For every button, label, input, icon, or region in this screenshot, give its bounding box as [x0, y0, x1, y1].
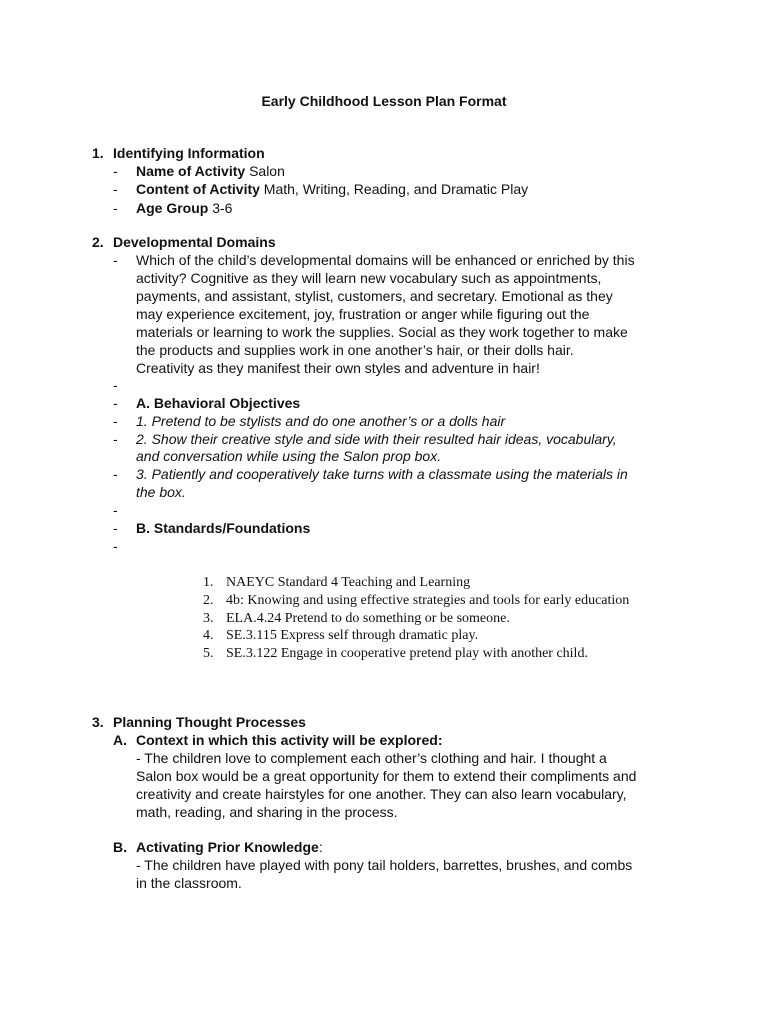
- context-line: - The children love to complement each other’s clothing and hair. I thought a: [136, 750, 607, 766]
- behavioral-objectives-heading: A. Behavioral Objectives: [136, 395, 301, 411]
- section-3-heading: Planning Thought Processes: [113, 714, 306, 730]
- bullet-dash: -: [113, 520, 118, 536]
- subsection-a-label: A.: [113, 732, 127, 748]
- field-value: Salon: [245, 163, 285, 179]
- standards-heading: B. Standards/Foundations: [136, 520, 311, 536]
- objective-item-continued: the box.: [136, 484, 186, 500]
- bullet-dash: -: [113, 466, 118, 482]
- objective-item: 1. Pretend to be stylists and do one another’s or a dolls hair: [136, 413, 506, 429]
- field-value: 3-6: [208, 200, 233, 216]
- subsection-a-heading: Context in which this activity will be explored:: [136, 732, 443, 748]
- standard-item: 4b: Knowing and using effective strategies and tools for early education: [226, 593, 630, 608]
- context-line: Salon box would be a great opportunity for them to extend their compliments and: [136, 768, 637, 784]
- field-label: Age Group: [136, 200, 209, 216]
- field-value: Math, Writing, Reading, and Dramatic Play: [259, 181, 529, 197]
- bullet-dash: -: [113, 395, 118, 411]
- standard-item: SE.3.122 Engage in cooperative pretend play with another child.: [226, 646, 588, 661]
- subsection-b-heading: Activating Prior Knowledge: [136, 839, 319, 855]
- objective-item-continued: and conversation while using the Salon prop box.: [136, 448, 442, 464]
- bullet-dash: -: [113, 377, 118, 393]
- field-label: Content of Activity: [136, 181, 260, 197]
- objective-item: 2. Show their creative style and side with their resulted hair ideas, vocabulary,: [136, 431, 617, 447]
- domains-paragraph-line: Which of the child’s developmental domains will be enhanced or enriched by this: [136, 252, 635, 268]
- bullet-dash: -: [113, 538, 118, 554]
- bullet-dash: -: [113, 502, 118, 518]
- subsection-b-colon: :: [318, 839, 323, 855]
- standard-number: 2.: [203, 593, 214, 608]
- bullet-dash: -: [113, 181, 118, 197]
- domains-paragraph-line: may experience excitement, joy, frustration or anger while figuring out the: [136, 306, 590, 322]
- prior-knowledge-line: - The children have played with pony tail holders, barrettes, brushes, and combs: [136, 857, 633, 873]
- section-3-number: 3.: [92, 714, 104, 730]
- bullet-dash: -: [113, 431, 118, 447]
- standard-number: 1.: [203, 575, 214, 590]
- bullet-dash: -: [113, 413, 118, 429]
- section-1-number: 1.: [92, 145, 104, 161]
- section-2-number: 2.: [92, 234, 104, 250]
- domains-paragraph-line: activity? Cognitive as they will learn new vocabulary such as appointments,: [136, 270, 602, 286]
- standard-number: 5.: [203, 646, 214, 661]
- domains-paragraph-line: the products and supplies work in one another’s hair, or their dolls hair.: [136, 342, 574, 358]
- page-title: Early Childhood Lesson Plan Format: [261, 93, 507, 109]
- bullet-dash: -: [113, 163, 118, 179]
- bullet-dash: -: [113, 252, 118, 268]
- context-line: math, reading, and sharing in the process.: [136, 804, 398, 820]
- objective-item: 3. Patiently and cooperatively take turns with a classmate using the materials in: [136, 466, 628, 482]
- standard-number: 3.: [203, 611, 214, 626]
- standard-number: 4.: [203, 628, 214, 643]
- prior-knowledge-line: in the classroom.: [136, 875, 242, 891]
- subsection-b-label: B.: [113, 839, 127, 855]
- name-of-activity: [136, 163, 285, 180]
- standard-item: ELA.4.24 Pretend to do something or be someone.: [226, 611, 510, 626]
- context-line: creativity and create hairstyles for one another. They can also learn vocabulary,: [136, 786, 627, 802]
- subsection-b-heading-wrap: [136, 839, 323, 856]
- field-label: Name of Activity: [136, 163, 246, 179]
- domains-paragraph-line: payments, and assistant, stylist, customers, and secretary. Emotional as they: [136, 288, 613, 304]
- age-group: [136, 200, 232, 217]
- section-1-heading: Identifying Information: [113, 145, 265, 161]
- standard-item: NAEYC Standard 4 Teaching and Learning: [226, 575, 471, 590]
- standard-item: SE.3.115 Express self through dramatic play.: [226, 628, 479, 643]
- bullet-dash: -: [113, 200, 118, 216]
- domains-paragraph-line: materials or learning to work the supplies. Social as they work together to make: [136, 324, 628, 340]
- content-of-activity: [136, 181, 528, 198]
- section-2-heading: Developmental Domains: [113, 234, 276, 250]
- domains-paragraph-line: Creativity as they manifest their own styles and adventure in hair!: [136, 360, 540, 376]
